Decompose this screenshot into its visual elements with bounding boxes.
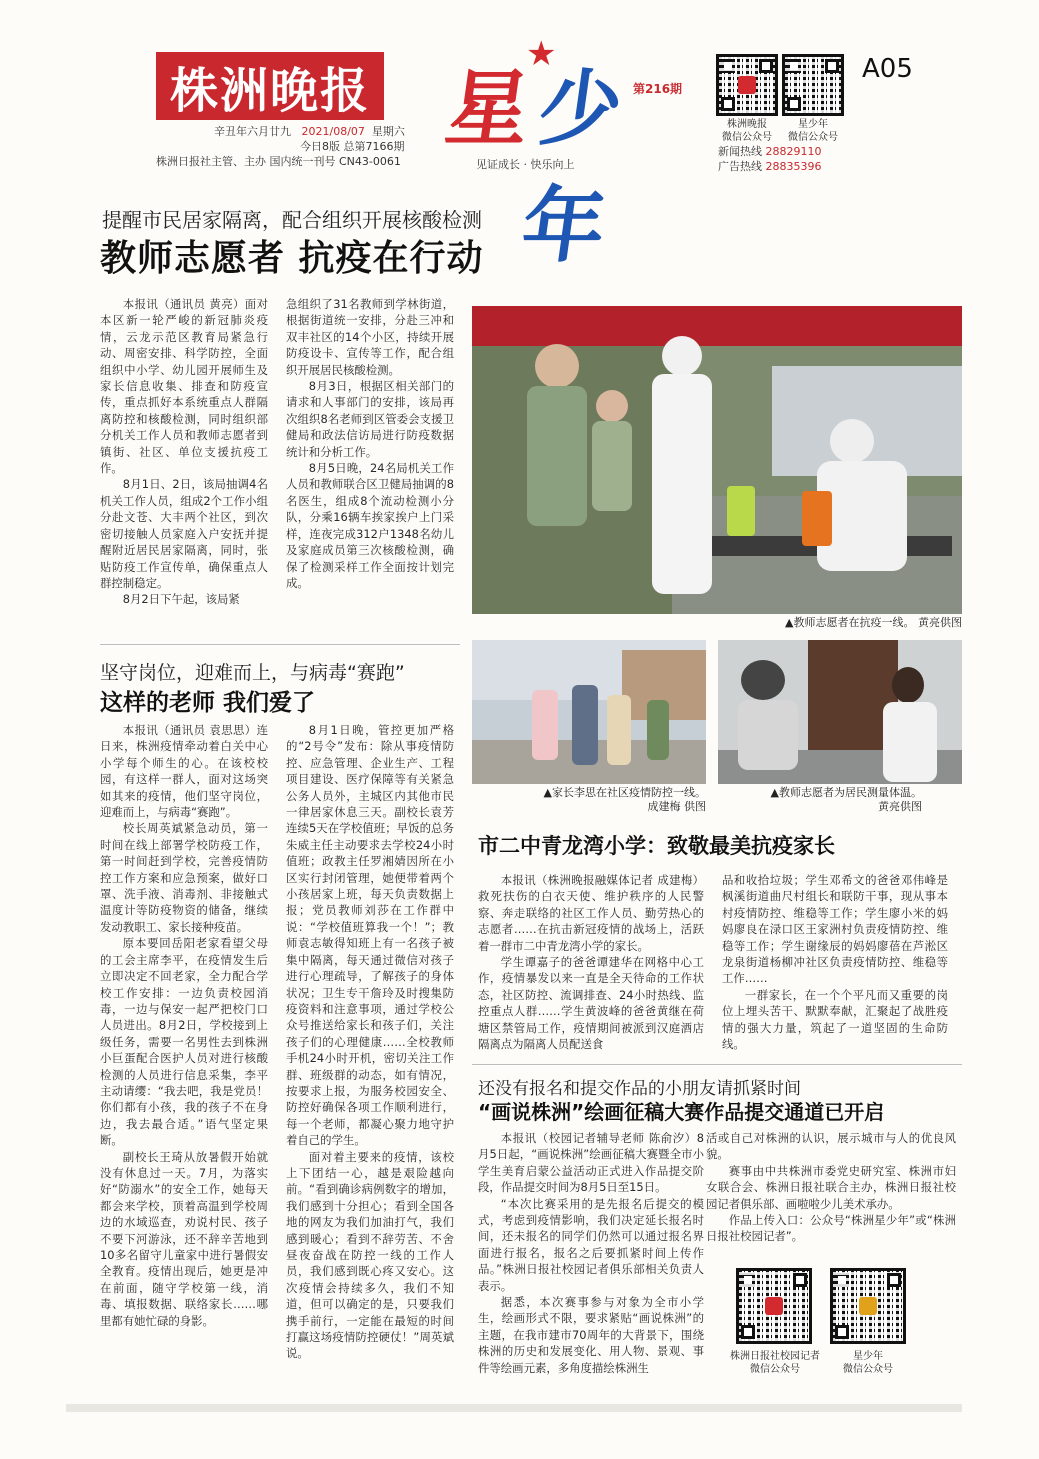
paragraph: 活或自己对株洲的认识，展示城市与人的优良风貌。 xyxy=(706,1131,956,1162)
brand-char-shaonian: 少年 xyxy=(516,62,628,274)
qr-label-line: 微信公众号 xyxy=(750,1364,800,1375)
qr-code-campus-reporter[interactable] xyxy=(736,1268,812,1344)
article4-kicker: 还没有报名和提交作品的小朋友请抓紧时间 xyxy=(478,1079,801,1099)
lunar-date: 辛丑年六月廿九 xyxy=(214,125,291,138)
masthead-logo: 株洲晚报 xyxy=(156,52,384,120)
qr-label-xingshaonian xyxy=(774,118,852,144)
article1-column-2 xyxy=(286,296,454,616)
qr-label-line: 微信公众号 xyxy=(788,132,838,143)
paragraph: “本次比赛采用的是先报名后提交的模式，考虑到疫情影响，我们决定延长报名时间，还未报名的同学们仍然可以通过报名界面进行报名，报名之后要抓紧时间上传作品。”株洲日报社校园记者俱乐部相关负责人表示。 xyxy=(478,1196,704,1293)
qr-label-line: 星少年 xyxy=(798,119,828,130)
article4-column-2 xyxy=(706,1130,956,1256)
paragraph: 据悉，本次赛事参与对象为全市小学生，绘画形式不限，要求紧贴“画说株洲”的主题，在我市建市70周年的大背景下，围绕株洲的历史和发展变化、用人物、景观、事件等绘画元素，多角度描绘株洲生 xyxy=(478,1295,704,1375)
paragraph: 8月5日晚，24名局机关工作人员和教师联合区卫健局抽调的8名医生，组成8个流动检测小分队，分乘16辆车挨家挨户上门采样，连夜完成312户1348名幼儿及家庭成员第三次核酸检测，确保了检测采样工作全面按计划完成。 xyxy=(286,461,454,590)
hotline-news-label: 新闻热线 xyxy=(718,145,762,158)
paragraph: 面对着主要来的疫情，该校上下团结一心，越是艰险越向前。“看到确诊病例数字的增加，我们感到十分担心；看到全国各地的网友为我们加油打气，我们感到暖心；看到不辞劳苦、不舍昼夜奋战在防控一线的工作人员，我们感到既心疼又安心。这次疫情会持续多久，我们不知道，但可以确定的是，只要我们携手前行，一定能在最短的时间打赢这场疫情防控硬仗！”周英斌说。 xyxy=(286,1149,454,1361)
caption-line: 黄亮供图 xyxy=(878,800,922,813)
caption-line: 成建梅 供图 xyxy=(647,800,706,813)
paragraph: 本报讯（通讯员 袁思思）连日来，株洲疫情牵动着白关中心小学每个师生的心。在该校校园，有这样一群人，面对这场突如其来的疫情，他们坚守岗位，迎难而上，与病毒“赛跑”。 xyxy=(100,723,268,820)
caption-line: ▲家长李思在社区疫情防控一线。 xyxy=(543,786,706,799)
paragraph: 8月2日下午起，该局紧 xyxy=(122,592,240,607)
qr-label-line: 星少年 xyxy=(853,1351,883,1362)
article2-column-2 xyxy=(286,722,454,1361)
qr-label-line: 微信公众号 xyxy=(722,132,772,143)
article2-column-1 xyxy=(100,722,268,1344)
qr-label-line: 株洲日报社校园记者 xyxy=(730,1351,820,1362)
footer-band xyxy=(66,1404,962,1412)
paragraph: 本报讯（校园记者辅导老师 陈俞汐）8月5日起，“画说株洲”绘画征稿大赛暨全市小学生美育启蒙公益活动正式进入作品提交阶段，作品提交时间为8月5日至15日。 xyxy=(478,1131,704,1195)
article2-photo-1 xyxy=(472,640,706,784)
article1-column-1 xyxy=(100,296,268,616)
paragraph: 急组织了31名教师到学林街道，根据街道统一安排，分赴三冲和双丰社区的14个小区，持续开展防疫设卡、宣传等工作，配合组织开展居民核酸检测。 xyxy=(286,297,454,377)
volunteers-photo-illustration xyxy=(472,306,962,614)
article2-photo-2 xyxy=(718,640,962,784)
caption-line: ▲教师志愿者为居民测量体温。 xyxy=(770,786,922,799)
article3-column-1 xyxy=(478,872,704,1058)
weekday: 星期六 xyxy=(371,125,405,138)
paragraph: 8月3日，根据区相关部门的请求和人事部门的安排，该局再次组织8名老师到区管委会支援卫健局和政法信访局进行防疫数据统计和分析工作。 xyxy=(286,379,454,459)
hotline-news xyxy=(718,144,822,159)
divider xyxy=(100,644,460,645)
masthead-date-line xyxy=(214,124,405,139)
paragraph: 8月1日晚，管控更加严格的“2号令”发布：除从事疫情防控、应急管理、企业生产、工程项目建设、医疗保障等有关紧急公务人员外，主城区内其他市民一律居家休息三天。副校长袁芳连续5天在学校值班；早饭的总务朱威主任主动要求去学校24小时值班；政教主任罗湘婧因所在小区实行封闭管理，她便带着两个小孩居家上班，每天负责数据上报；党员教师刘莎在工作群中说：“学校值班算我一个！”；教师袁志敏得知班上有一名孩子被集中隔离，每天通过微信对孩子进行心理疏导，了解孩子的身体状况；卫生专干詹玲及时搜集防疫资料和注意事项，通过学校公众号推送给家长和孩子们，关注孩子们的心理健康……全校教师手机24小时开机，密切关注工作群、班级群的动态，如有情况，按要求上报，为服务校园安全、防控好确保各项工作顺利进行，每一个老师，都凝心聚力地守护着自己的学生。 xyxy=(286,723,454,1148)
temperature-check-photo-illustration xyxy=(718,640,962,784)
article4-column-1 xyxy=(478,1130,704,1394)
article2-kicker: 坚守岗位，迎难而上，与病毒“赛跑” xyxy=(100,662,405,684)
paragraph: 学生谭嘉子的爸爸谭建华在网格中心工作，疫情暴发以来一直是全天待命的工作状态，社区防控、流调排查、24小时热线、监控重点人群……学生黄波峰的爸爸黄继在荷塘区禁管局工作，疫情期间被派到汉庭酒店隔离点为隔离人员配送食 xyxy=(478,955,704,1052)
article3-headline: 市二中青龙湾小学：致敬最美抗疫家长 xyxy=(478,834,835,858)
qr-label-line: 微信公众号 xyxy=(843,1364,893,1375)
divider xyxy=(472,1064,962,1065)
hotline-ad xyxy=(718,159,822,174)
article2-photo-2-caption xyxy=(718,786,922,814)
paragraph: 副校长王琦从放暑假开始就没有休息过一天。7月，为落实好“防溺水”的安全工作，她每天都会来学校，顶着高温到学校周边的水域巡查，劝说村民、孩子不要下河游泳，还不辞辛苦地到10多名留守儿童家中进行暑假安全教育。疫情出现后，她更是冲在前面，随守学校第一线，消毒、填报数据、联络家长……哪里都有她忙碌的身影。 xyxy=(100,1149,268,1328)
article1-headline: 教师志愿者 抗疫在行动 xyxy=(100,238,484,279)
paragraph: 作品上传入口：公众号“株洲星少年”或“株洲日报社校园记者”。 xyxy=(706,1213,956,1244)
qr-label-line: 株洲晚报 xyxy=(727,119,767,130)
hotline-news-number: 28829110 xyxy=(765,145,822,158)
article4-headline: “画说株洲”绘画征稿大赛作品提交通道已开启 xyxy=(478,1100,885,1124)
paragraph: 8月1日、2日，该局抽调4名机关工作人员，组成2个工作小组分赴文苍、大丰两个社区，到次密切接触人员家庭入户安抚并提醒附近居民居家隔离，同时，张贴防疫工作宣传单，确保重点人群控制稳定。 xyxy=(100,477,268,590)
brand-slogan: 见证成长 · 快乐向上 xyxy=(476,158,575,171)
qr-code-xingshaonian-2[interactable] xyxy=(830,1268,906,1344)
article1-kicker: 提醒市民居家隔离，配合组织开展核酸检测 xyxy=(102,208,482,232)
issue-number: 第216期 xyxy=(633,82,683,96)
brand-char-xing: 星 xyxy=(440,62,530,157)
article1-photo-caption: ▲教师志愿者在抗疫一线。 黄亮供图 xyxy=(785,616,962,629)
paragraph: 本报讯（株洲晚报融媒体记者 成建梅）救死扶伤的白衣天使、维护秩序的人民警察、奔走联络的社区工作人员、勤劳热心的志愿者……在抗击新冠疫情的战场上，活跃着一群市二中青龙湾小学的家长。 xyxy=(478,873,704,953)
hotline-ad-label: 广告热线 xyxy=(718,160,762,173)
page-number: A05 xyxy=(862,54,913,84)
paragraph: 原本要回岳阳老家看望父母的工会主席李平，在疫情发生后立即决定不回老家，全力配合学校工作安排：一边负责校园消毒，一边与保安一起严把校门口人员进出。8月2日，学校接到上级任务，需要一名男性去到株洲小巨蛋配合医护人员对进行核酸检测的人员进行信息采集，李平主动请缨：“我去吧，我是党员！你们都有小孩，我的孩子不在身边，我去最合适。”语气坚定果断。 xyxy=(100,936,268,1148)
paragraph: 一群家长，在一个个平凡而又重要的岗位上埋头苦干、默默奉献，汇聚起了战胜疫情的强大力量，筑起了一道坚固的生命防线。 xyxy=(722,987,948,1052)
qr-label-campus-reporter xyxy=(720,1350,830,1376)
article2-headline: 这样的老师 我们爱了 xyxy=(100,690,316,716)
parent-volunteer-photo-illustration xyxy=(472,640,706,784)
edition-line: 今日8版 总第7166期 xyxy=(300,140,405,153)
article3-column-2 xyxy=(722,872,948,1058)
hotline-ad-number: 28835396 xyxy=(765,160,822,173)
paragraph: 品和收拾垃圾；学生邓希文的爸爸邓伟峰是枫溪街道曲尺村组长和联防干事，现从事本村疫情防控、维稳等工作；学生廖小米的妈妈廖良在渌口区王家洲村负责疫情防控、维稳等工作；学生谢缘辰的妈妈廖蓓在芦淞区龙泉街道杨柳冲社区负责疫情防控、维稳等工作…… xyxy=(722,873,948,986)
paragraph: 本报讯（通讯员 黄亮）面对本区新一轮严峻的新冠肺炎疫情，云龙示范区教育局紧急行动、周密安排、科学防控，全面组织中小学、幼儿园开展师生及家长信息收集、排查和防疫宣传，重点抓好本系统重点人群隔离防控和核酸检测，同时组织部分机关工作人员和教师志愿者到镇街、社区、单位支援抗疫工作。 xyxy=(100,297,268,476)
qr-code-xingshaonian[interactable] xyxy=(782,54,844,116)
star-icon: ★ xyxy=(526,34,557,74)
article1-photo xyxy=(472,306,962,614)
paragraph: 校长周英斌紧急动员，第一时间在线上部署学校防疫工作，第一时间赶到学校，完善疫情防控工作方案和应急预案，做好口罩、洗手液、消毒剂、非接触式温度计等防疫物资的储备，继续发动教职工、家长接种疫苗。 xyxy=(100,821,268,934)
publisher-line: 株洲日报社主管、主办 国内统一刊号 CN43-0061 xyxy=(156,155,401,168)
qr-code-wanbao[interactable] xyxy=(716,54,778,116)
issue-date: 2021/08/07 xyxy=(301,125,365,138)
article2-photo-1-caption xyxy=(472,786,706,814)
paragraph: 赛事由中共株洲市委党史研究室、株洲市妇女联合会、株洲日报社联合主办，株洲日报社校园记者俱乐部、画啦啦少儿美术承办。 xyxy=(706,1163,956,1211)
qr-label-xingshaonian-2 xyxy=(820,1350,916,1376)
